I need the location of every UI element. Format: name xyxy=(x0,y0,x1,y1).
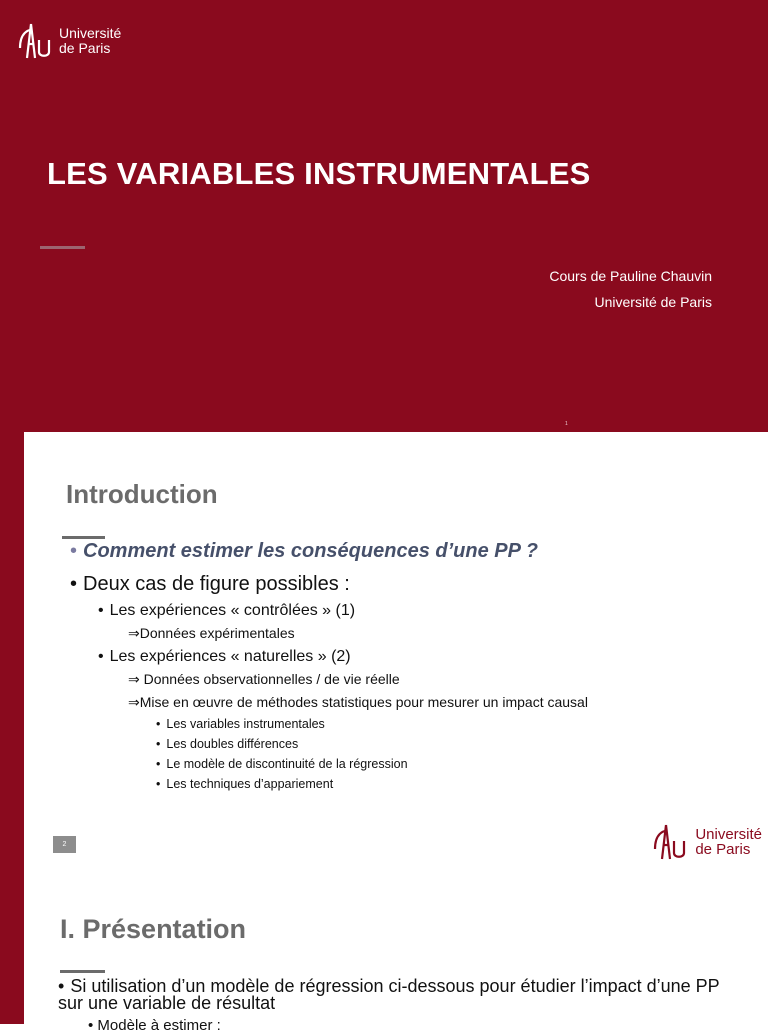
slide2-title: Introduction xyxy=(66,479,218,509)
university-text: Université de Paris xyxy=(594,294,712,310)
brand-sidebar xyxy=(0,432,24,864)
university-logo-footer xyxy=(652,823,762,861)
bullet-controlled: • Les expériences « contrôlées » (1) xyxy=(98,602,356,619)
method-item: • Les variables instrumentales xyxy=(156,717,325,731)
author-text: Cours de Pauline Chauvin xyxy=(549,268,712,284)
bullet-methods: ⇒Mise en œuvre de méthodes statistiques pour mesurer un impact causal xyxy=(128,694,588,710)
eiffel-logo-icon xyxy=(17,22,53,60)
method-item: • Les techniques d’appariement xyxy=(156,777,334,791)
university-logo xyxy=(17,22,121,60)
bullet-model: • Modèle à estimer : xyxy=(88,1017,221,1034)
presentation-slide xyxy=(0,864,768,1034)
title-underline xyxy=(40,246,85,249)
brand-sidebar xyxy=(0,864,24,1024)
eiffel-logo-icon xyxy=(652,823,688,861)
logo-line1: Université xyxy=(695,826,762,843)
method-item: • Le modèle de discontinuité de la régression xyxy=(156,757,408,771)
logo-line1: Université xyxy=(59,25,122,41)
method-item: • Les doubles différences xyxy=(156,737,299,751)
slide2-page-number: 2 xyxy=(53,836,76,853)
slide1-page-number: 1 xyxy=(565,421,568,427)
introduction-slide xyxy=(0,432,768,864)
slide3-title: I. Présentation xyxy=(60,914,247,944)
bullet-data-experimental: ⇒Données expérimentales xyxy=(128,625,295,641)
slide3-title-underline xyxy=(60,970,105,973)
slide1-title: LES VARIABLES INSTRUMENTALES xyxy=(47,156,591,191)
logo-line2: de Paris xyxy=(695,841,751,858)
bullet-cases: • Deux cas de figure possibles : xyxy=(70,573,350,595)
title-slide xyxy=(0,0,768,432)
bullet-natural: • Les expériences « naturelles » (2) xyxy=(98,648,351,665)
logo-line2: de Paris xyxy=(59,40,111,56)
bullet-data-observational: ⇒ Données observationnelles / de vie réelle xyxy=(128,671,400,687)
slide2-bullet-list xyxy=(70,538,750,795)
bullet-question: • Comment estimer les conséquences d’une PP ? xyxy=(70,540,538,562)
bullet-regression: • Si utilisation d’un modèle de régression ci-dessous pour étudier l’impact d’une PP sur une variable de résultat xyxy=(58,976,720,1013)
